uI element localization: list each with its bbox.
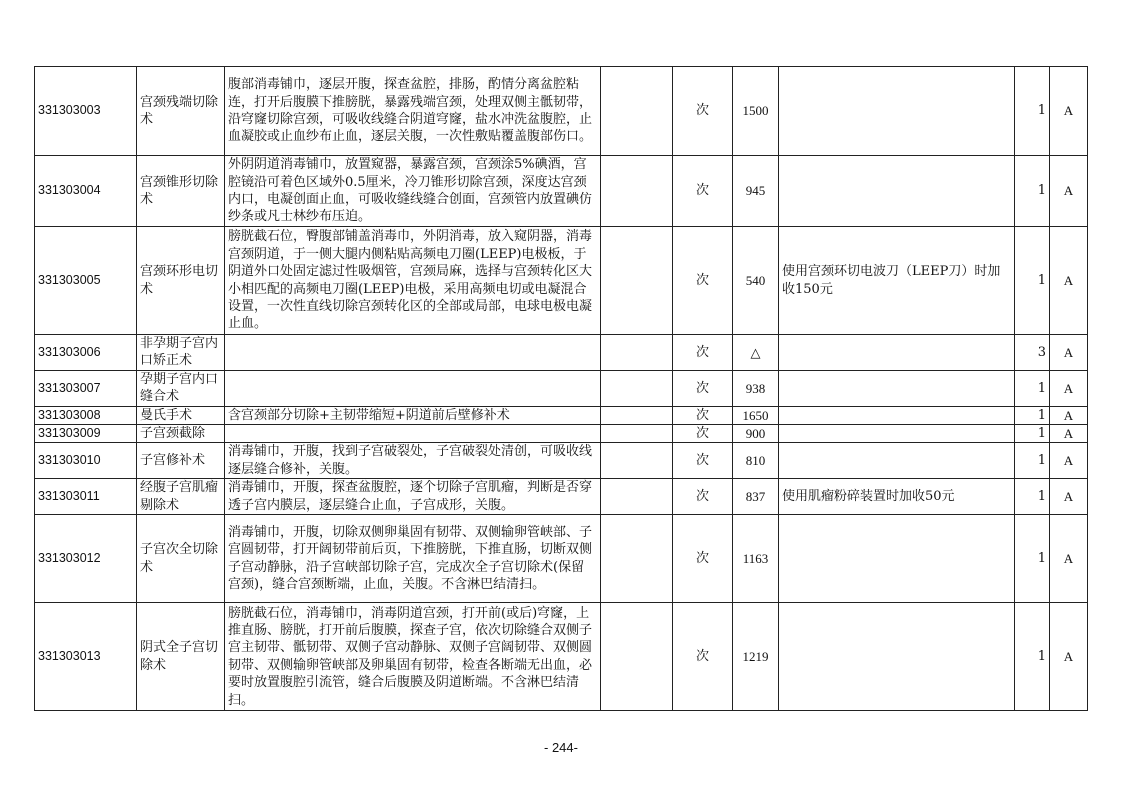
flag-cell: 1 [1015,227,1050,335]
excluded-content-cell [601,406,673,424]
level-cell: A [1050,156,1088,227]
excluded-content-cell [601,67,673,156]
level-cell: A [1050,515,1088,603]
item-code-cell: 331303007 [35,370,137,406]
flag-cell: 1 [1015,425,1050,443]
item-code-cell: 331303012 [35,515,137,603]
item-name-cell: 子宫颈截除 [137,425,225,443]
item-code-cell: 331303003 [35,67,137,156]
table-row [35,227,1088,335]
level-cell: A [1050,227,1088,335]
table-row [35,443,1088,479]
item-content-cell: 膀胱截石位，消毒铺巾，消毒阴道宫颈，打开前(或后)穹窿，上推直肠、膀胱，打开前后腹膜，探查子宫，依次切除缝合双侧子宫主韧带、骶韧带、双侧子宫动静脉、双侧子宫阔韧带、双侧圆韧带、双侧输卵管峡部及卵巢固有韧带，检查各断端无出血，必要时放置腹腔引流管，缝合后腹膜及阴道断端。不含淋巴结清扫。 [225,603,601,711]
price-cell: △ [733,335,779,371]
flag-cell: 1 [1015,370,1050,406]
unit-cell: 次 [673,603,733,711]
item-content-cell [225,370,601,406]
fee-table [34,66,1088,711]
price-cell: 837 [733,479,779,515]
price-cell: 1500 [733,67,779,156]
flag-cell: 1 [1015,443,1050,479]
level-cell: A [1050,479,1088,515]
note-cell [779,406,1015,424]
item-name-cell: 宫颈环形电切术 [137,227,225,335]
item-code-cell: 331303005 [35,227,137,335]
item-name-cell: 子宫次全切除术 [137,515,225,603]
price-cell: 938 [733,370,779,406]
unit-cell: 次 [673,515,733,603]
excluded-content-cell [601,156,673,227]
flag-cell: 1 [1015,515,1050,603]
table-row [35,603,1088,711]
table-row [35,515,1088,603]
flag-cell: 1 [1015,479,1050,515]
level-cell: A [1050,335,1088,371]
unit-cell: 次 [673,67,733,156]
page-number: - 244- [544,740,578,755]
price-cell: 1163 [733,515,779,603]
unit-cell: 次 [673,227,733,335]
flag-cell: 1 [1015,406,1050,424]
excluded-content-cell [601,443,673,479]
table-row [35,425,1088,443]
level-cell: A [1050,603,1088,711]
item-name-cell: 阴式全子宫切除术 [137,603,225,711]
price-cell: 540 [733,227,779,335]
excluded-content-cell [601,335,673,371]
item-name-cell: 经腹子宫肌瘤剔除术 [137,479,225,515]
level-cell: A [1050,443,1088,479]
excluded-content-cell [601,227,673,335]
note-cell [779,515,1015,603]
item-content-cell: 外阴阴道消毒铺巾，放置窥器，暴露宫颈，宫颈涂5%碘酒，宫腔镜沿可着色区域外0.5厘米，冷刀锥形切除宫颈，深度达宫颈内口，电凝创面止血，可吸收缝线缝合创面，宫颈管内放置碘仿纱条或凡士林纱布压迫。 [225,156,601,227]
note-cell [779,156,1015,227]
flag-cell: 1 [1015,67,1050,156]
note-cell [779,335,1015,371]
price-cell: 810 [733,443,779,479]
flag-cell: 3 [1015,335,1050,371]
item-name-cell: 宫颈残端切除术 [137,67,225,156]
table-row [35,156,1088,227]
unit-cell: 次 [673,425,733,443]
note-cell: 使用宫颈环切电波刀（LEEP刀）时加收150元 [779,227,1015,335]
item-content-cell: 消毒铺巾，开腹，切除双侧卵巢固有韧带、双侧输卵管峡部、子宫圆韧带，打开阔韧带前后页，下推膀胱，下推直肠，切断双侧子宫动静脉，沿子宫峡部切除子宫，完成次全子宫切除术(保留宫颈)，缝合宫颈断端，止血，关腹。不含淋巴结清扫。 [225,515,601,603]
item-name-cell: 非孕期子宫内口矫正术 [137,335,225,371]
note-cell: 使用肌瘤粉碎装置时加收50元 [779,479,1015,515]
item-content-cell [225,425,601,443]
item-code-cell: 331303004 [35,156,137,227]
price-cell: 1650 [733,406,779,424]
level-cell: A [1050,406,1088,424]
item-name-cell: 子宫修补术 [137,443,225,479]
unit-cell: 次 [673,406,733,424]
flag-cell: 1 [1015,156,1050,227]
item-name-cell: 孕期子宫内口缝合术 [137,370,225,406]
flag-cell: 1 [1015,603,1050,711]
unit-cell: 次 [673,479,733,515]
item-content-cell: 消毒铺巾，开腹，找到子宫破裂处，子宫破裂处清创，可吸收线逐层缝合修补，关腹。 [225,443,601,479]
note-cell [779,603,1015,711]
table-row [35,406,1088,424]
price-cell: 1219 [733,603,779,711]
table-row [35,67,1088,156]
table-row [35,370,1088,406]
level-cell: A [1050,370,1088,406]
item-content-cell: 含宫颈部分切除+主韧带缩短+阴道前后壁修补术 [225,406,601,424]
price-cell: 900 [733,425,779,443]
note-cell [779,67,1015,156]
item-content-cell [225,335,601,371]
unit-cell: 次 [673,335,733,371]
level-cell: A [1050,425,1088,443]
item-name-cell: 曼氏手术 [137,406,225,424]
excluded-content-cell [601,479,673,515]
item-content-cell: 膀胱截石位，臀腹部铺盖消毒巾，外阴消毒，放入窥阴器，消毒宫颈阴道，于一侧大腿内侧粘贴高频电刀圈(LEEP)电极板，于阴道外口处固定滤过性吸烟管，宫颈局麻，选择与宫颈转化区大小相匹配的高频电刀圈(LEEP)电极，采用高频电切或电凝混合设置，一次性直线切除宫颈转化区的全部或局部，电球电极电凝止血。 [225,227,601,335]
excluded-content-cell [601,425,673,443]
table-body [35,67,1088,711]
unit-cell: 次 [673,370,733,406]
item-code-cell: 331303011 [35,479,137,515]
excluded-content-cell [601,603,673,711]
excluded-content-cell [601,515,673,603]
price-cell: 945 [733,156,779,227]
note-cell [779,443,1015,479]
level-cell: A [1050,67,1088,156]
item-code-cell: 331303009 [35,425,137,443]
excluded-content-cell [601,370,673,406]
item-name-cell: 宫颈锥形切除术 [137,156,225,227]
unit-cell: 次 [673,156,733,227]
note-cell [779,425,1015,443]
table-row [35,479,1088,515]
item-code-cell: 331303006 [35,335,137,371]
unit-cell: 次 [673,443,733,479]
item-content-cell: 腹部消毒铺巾，逐层开腹，探查盆腔，排肠，酌情分离盆腔粘连，打开后腹膜下推膀胱，暴露残端宫颈，处理双侧主骶韧带，沿穹窿切除宫颈，可吸收线缝合阴道穹窿，盐水冲洗盆腹腔，止血凝胶或止血纱布止血，逐层关腹，一次性敷贴覆盖腹部伤口。 [225,67,601,156]
note-cell [779,370,1015,406]
item-code-cell: 331303008 [35,406,137,424]
table-row [35,335,1088,371]
item-code-cell: 331303013 [35,603,137,711]
item-code-cell: 331303010 [35,443,137,479]
item-content-cell: 消毒铺巾，开腹，探查盆腹腔，逐个切除子宫肌瘤，判断是否穿透子宫内膜层，逐层缝合止血，子宫成形，关腹。 [225,479,601,515]
